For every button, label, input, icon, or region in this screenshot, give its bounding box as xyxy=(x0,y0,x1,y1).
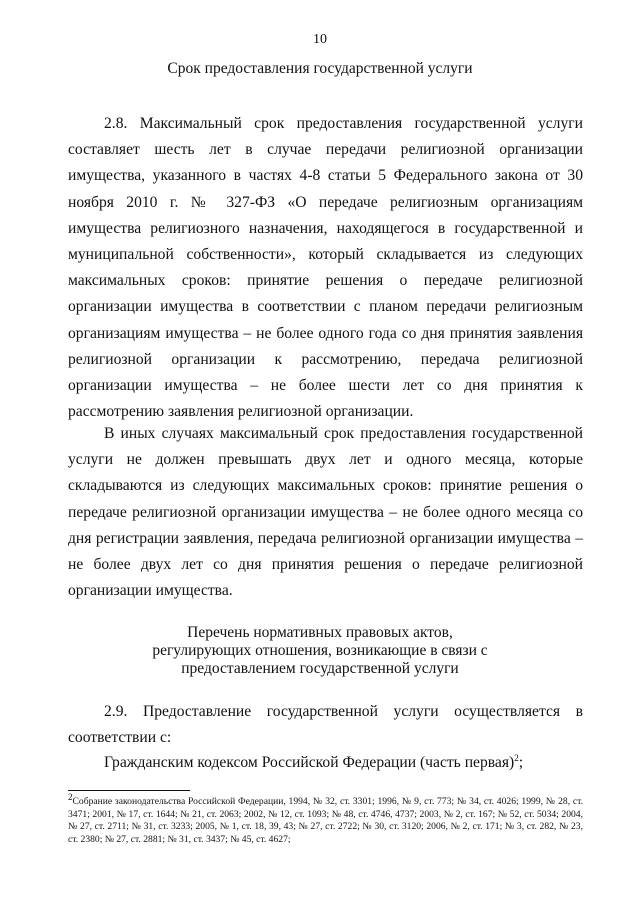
paragraph-other-cases: В иных случаях максимальный срок предоставления государственной услуги не должен превышать двух лет и одного месяца, которые складываются из следующих максимальных сроков: принятие решения о передаче религиозной организации имущества – не более одного месяца со дня регистрации заявления, передача религиозной организации имущества – не более двух лет со дня принятия решения о передаче религиозной организации имущества. xyxy=(68,425,583,600)
paragraph-civil-code xyxy=(68,750,583,776)
heading-line: Перечень нормативных правовых актов, xyxy=(187,624,453,641)
section-heading-legal-acts xyxy=(60,624,580,678)
heading-line: регулирующих отношения, возникающие в связи с xyxy=(152,642,488,659)
paragraph-2-8: 2.8. Максимальный срок предоставления государственной услуги составляет шесть лет в случае передачи религиозной организации имущества, указанного в частях 4-8 статьи 5 Федерального закона от 30 ноября 2010 г. № 327-ФЗ «О передаче религиозным организациям имущества религиозного назначения, находящегося в государственной и муниципальной собственности», который складывается из следующих максимальных сроков: принятие решения о передаче религиозной организации имущества в соответствии с планом передачи религиозным организациям имущества – не более одного года со дня принятия заявления религиозной организации к рассмотрению, передача религиозной организации имущества – не более шести лет со дня принятия к рассмотрению заявления религиозной организации. xyxy=(68,115,583,421)
civil-code-end: ; xyxy=(518,754,524,771)
footnote-mark: 2 xyxy=(68,791,73,802)
footnote-text: Собрание законодательства Российской Федерации, 1994, № 32, ст. 3301; 1996, № 9, ст. 773; № 34, ст. 4026; 1999, № 28, ст. 3471; 2001, № 17, ст. 1644; № 21, ст. 2063; 2002, № 12, ст. 1093; № 48, ст. 4746, 4737; 2003, № 2, ст. 167; № 52, ст. 5034; 2004, № 27, ст. 2711; № 31, ст. 3233; 2005, № 1, ст. 18, 39, 43; № 27, ст. 2722; № 30, ст. 3120; 2006, № 2, ст. 171; № 3, ст. 282, № 23, ст. 2380; № 27, ст. 2881; № 31, ст. 3437; № 45, ст. 4627; xyxy=(68,796,583,845)
footnote-divider xyxy=(68,790,190,791)
section-heading-service-term: Срок предоставления государственной услуги xyxy=(167,60,473,77)
footnote xyxy=(68,791,583,846)
heading-line: предоставлением государственной услуги xyxy=(181,660,459,677)
paragraph-2-9: 2.9. Предоставление государственной услуги осуществляется в соответствии с: xyxy=(68,703,583,746)
civil-code-text: Гражданским кодексом Российской Федерации (часть первая) xyxy=(104,754,515,771)
footnote-reference: 2 xyxy=(514,752,519,763)
page-number: 10 xyxy=(313,32,327,47)
